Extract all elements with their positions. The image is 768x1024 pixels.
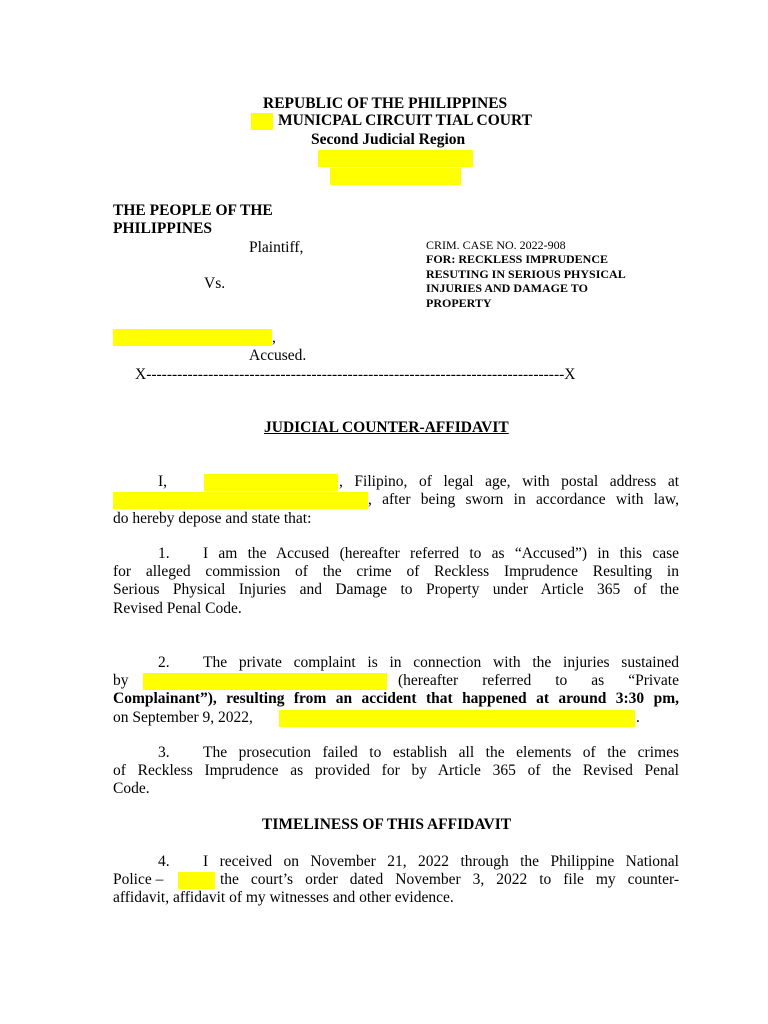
case-for-line-2: RESUTING IN SERIOUS PHYSICAL	[426, 267, 626, 281]
header-line-2: MUNICPAL CIRCUIT TIAL COURT	[278, 112, 532, 129]
intro-line-3: do hereby depose and state that:	[113, 510, 312, 527]
header-line-1: REPUBLIC OF THE PHILIPPINES	[263, 95, 508, 112]
redacted-highlight	[330, 168, 461, 185]
redacted-highlight	[143, 673, 387, 690]
plaintiff-name-line-1: THE PEOPLE OF THE	[113, 202, 273, 219]
paragraph-3-number: 3.	[158, 744, 170, 761]
paragraph-4-line-2: the court’s order dated November 3, 2022 to file my counter-	[220, 871, 679, 888]
paragraph-2-line-3: Complainant”), resulting from an accident that happened at around 3:30 pm,	[113, 690, 679, 707]
paragraph-4-line-1: I received on November 21, 2022 through the Philippine National	[203, 853, 679, 870]
paragraph-2-line-1: The private complaint is in connection with the injuries sustained	[203, 654, 679, 671]
paragraph-3-line-3: Code.	[113, 780, 150, 797]
paragraph-2-period: .	[636, 709, 640, 726]
document-title: JUDICIAL COUNTER-AFFIDAVIT	[264, 419, 509, 436]
redacted-highlight	[279, 710, 635, 727]
redacted-highlight	[113, 329, 272, 346]
paragraph-2-number: 2.	[158, 654, 170, 671]
intro-line-1: , Filipino, of legal age, with postal address at	[339, 473, 679, 490]
paragraph-1-line-4: Revised Penal Code.	[113, 600, 242, 617]
paragraph-2-line-2: (hereafter referred to as “Private	[398, 672, 679, 689]
case-for-line-3: INJURIES AND DAMAGE TO	[426, 281, 588, 295]
case-for-line-4: PROPERTY	[426, 296, 492, 310]
paragraph-2-by: by	[113, 672, 129, 689]
redacted-highlight	[251, 113, 273, 130]
redacted-highlight	[204, 474, 338, 491]
accused-label: Accused.	[249, 347, 307, 364]
paragraph-2-line-4: on September 9, 2022,	[113, 709, 253, 726]
section-title-timeliness: TIMELINESS OF THIS AFFIDAVIT	[262, 816, 512, 833]
paragraph-4-number: 4.	[158, 853, 170, 870]
header-line-3: Second Judicial Region	[311, 131, 466, 148]
paragraph-1-line-3: Serious Physical Injuries and Damage to Property under Article 365 of the	[113, 581, 679, 598]
redacted-highlight	[318, 150, 473, 167]
intro-line-2: , after being sworn in accordance with law,	[368, 491, 679, 508]
redacted-highlight	[113, 492, 368, 509]
case-number: CRIM. CASE NO. 2022-908	[426, 238, 566, 252]
paragraph-1-line-1: I am the Accused (hereafter referred to as “Accused”) in this case	[203, 545, 679, 562]
paragraph-1-line-2: for alleged commission of the crime of Reckless Imprudence Resulting in	[113, 563, 679, 580]
intro-i: I,	[158, 473, 168, 490]
plaintiff-label: Plaintiff,	[249, 239, 304, 256]
caption-divider: X---------------------------------------------------------------------------------X	[135, 366, 576, 383]
versus-label: Vs.	[204, 275, 226, 292]
case-for-line-1: FOR: RECKLESS IMPRUDENCE	[426, 252, 609, 266]
redacted-highlight	[178, 872, 215, 889]
paragraph-1-number: 1.	[158, 545, 170, 562]
paragraph-4-line-3: affidavit, affidavit of my witnesses and other evidence.	[113, 889, 454, 906]
paragraph-3-line-2: of Reckless Imprudence as provided for by Article 365 of the Revised Penal	[113, 762, 679, 779]
plaintiff-name-line-2: PHILIPPINES	[113, 220, 213, 237]
accused-comma: ,	[272, 329, 276, 346]
paragraph-3-line-1: The prosecution failed to establish all the elements of the crimes	[203, 744, 679, 761]
paragraph-4-police: Police –	[113, 871, 164, 888]
